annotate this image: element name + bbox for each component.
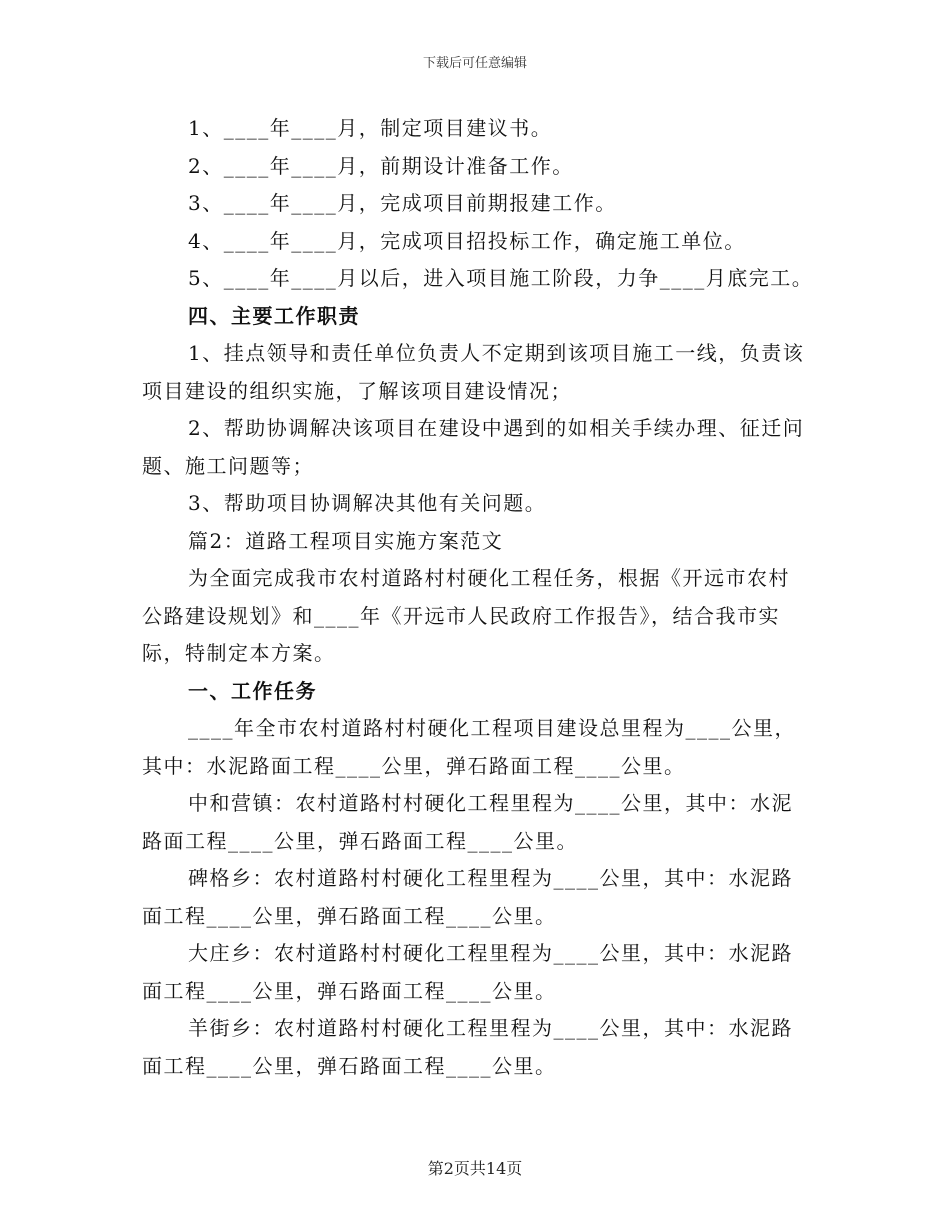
section-heading-duties: 四、主要工作职责 bbox=[188, 303, 360, 328]
task-total-line-2: 其中：水泥路面工程____公里，弹石路面工程____公里。 bbox=[142, 753, 686, 778]
schedule-item-5: 5、____年____月以后，进入项目施工阶段，力争____月底完工。 bbox=[188, 266, 814, 290]
page-header: 下载后可任意编辑 bbox=[422, 56, 527, 71]
task-yangjie-line-1: 羊街乡：农村道路村村硬化工程里程为____公里，其中：水泥路 bbox=[188, 1016, 793, 1040]
intro-paragraph-line-3: 际，特制定本方案。 bbox=[142, 641, 336, 665]
document-body bbox=[142, 110, 814, 1085]
task-beige-line-2: 面工程____公里，弹石路面工程____公里。 bbox=[142, 903, 557, 928]
task-zhongheying-line-2: 路面工程____公里，弹石路面工程____公里。 bbox=[142, 828, 578, 853]
duty-item-1-line-2: 项目建设的组织实施，了解该项目建设情况； bbox=[142, 378, 572, 403]
duty-item-3: 3、帮助项目协调解决其他有关问题。 bbox=[188, 491, 547, 515]
intro-paragraph-line-2: 公路建设规划》和____年《开远市人民政府工作报告》，结合我市实 bbox=[142, 603, 780, 628]
schedule-item-4: 4、____年____月，完成项目招投标工作，确定施工单位。 bbox=[188, 228, 746, 253]
page-footer: 第2页共14页 bbox=[427, 1159, 523, 1178]
intro-paragraph-line-1: 为全面完成我市农村道路村村硬化工程任务，根据《开远市农村 bbox=[188, 566, 790, 590]
task-beige-line-1: 碑格乡：农村道路村村硬化工程里程为____公里，其中：水泥路 bbox=[188, 866, 793, 890]
duty-item-2-line-1: 2、帮助协调解决该项目在建设中遇到的如相关手续办理、征迁问 bbox=[188, 416, 805, 440]
task-dazhuang-line-2: 面工程____公里，弹石路面工程____公里。 bbox=[142, 978, 557, 1003]
task-zhongheying-line-1: 中和营镇：农村道路村村硬化工程里程为____公里，其中：水泥 bbox=[188, 791, 793, 815]
schedule-item-3: 3、____年____月，完成项目前期报建工作。 bbox=[188, 191, 617, 215]
schedule-item-2: 2、____年____月，前期设计准备工作。 bbox=[188, 153, 574, 178]
duty-item-2-line-2: 题、施工问题等； bbox=[142, 453, 314, 478]
section-heading-tasks: 一、工作任务 bbox=[188, 678, 317, 703]
duty-item-1-line-1: 1、挂点领导和责任单位负责人不定期到该项目施工一线，负责该 bbox=[188, 341, 805, 365]
task-total-line-1: ____年全市农村道路村村硬化工程项目建设总里程为____公里， bbox=[188, 716, 796, 740]
chapter-title: 篇2：道路工程项目实施方案范文 bbox=[188, 528, 504, 553]
task-yangjie-line-2: 面工程____公里，弹石路面工程____公里。 bbox=[142, 1053, 557, 1078]
task-dazhuang-line-1: 大庄乡：农村道路村村硬化工程里程为____公里，其中：水泥路 bbox=[188, 941, 793, 965]
schedule-item-1: 1、____年____月，制定项目建议书。 bbox=[188, 116, 553, 140]
